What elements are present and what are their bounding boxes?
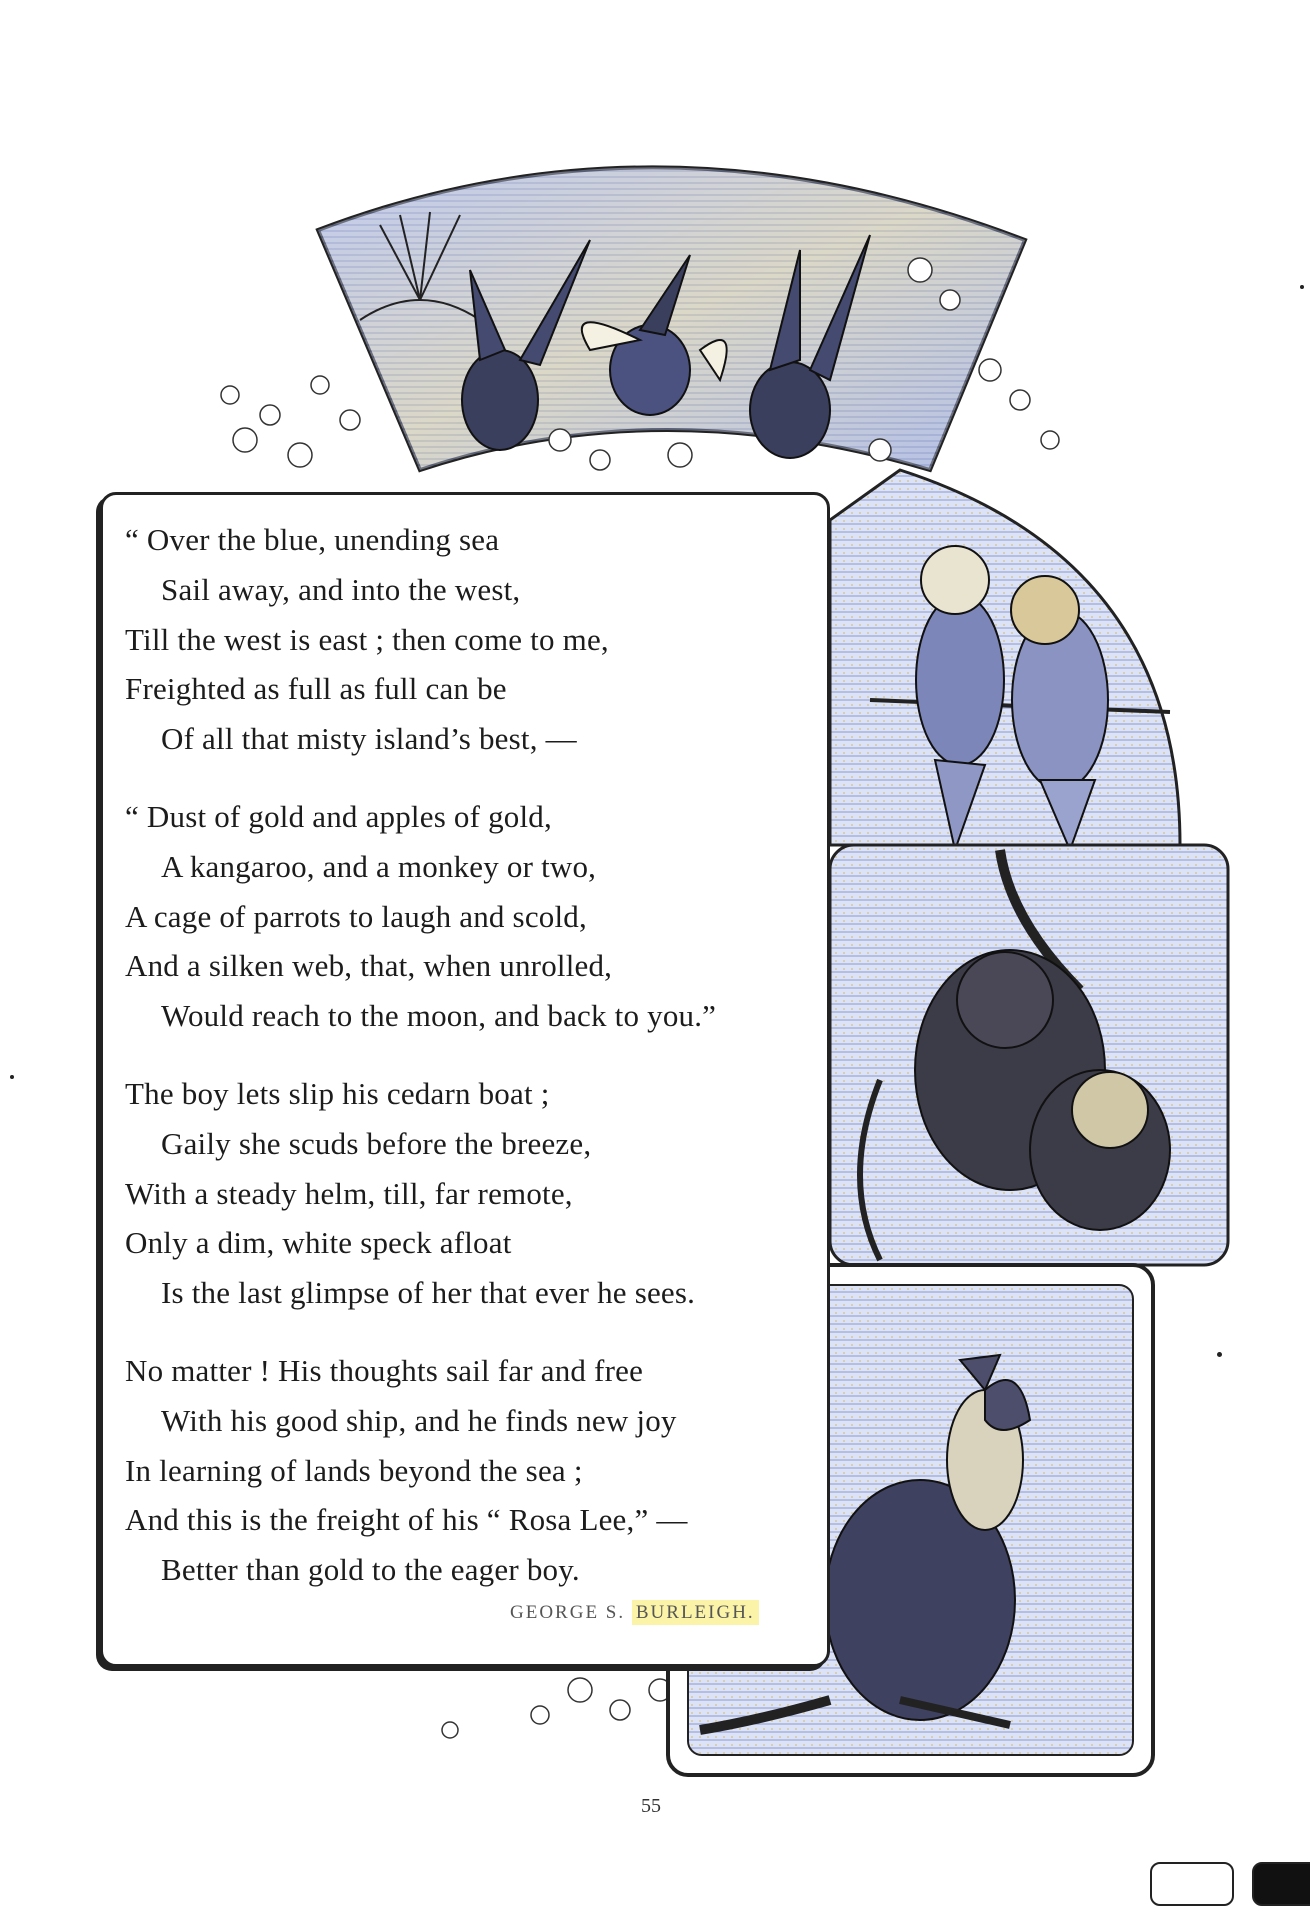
- poem-line: A cage of parrots to laugh and scold,: [125, 898, 587, 934]
- poem-line: Of all that misty island’s best, —: [161, 721, 577, 757]
- poem-line: In learning of lands beyond the sea ;: [125, 1452, 583, 1488]
- poem-stanza: [125, 1069, 825, 1318]
- poem-line: Would reach to the moon, and back to you.”: [161, 998, 717, 1034]
- monkeys-illustration: [830, 845, 1228, 1265]
- poem-line: A kangaroo, and a monkey or two,: [161, 848, 597, 884]
- poem-text: [125, 515, 825, 1623]
- viewer-button-dark[interactable]: [1252, 1862, 1310, 1906]
- poem-line: And a silken web, that, when unrolled,: [125, 948, 613, 984]
- poem-stanza: [125, 792, 825, 1041]
- author-credit: [510, 1602, 759, 1624]
- poem-line: Till the west is east ; then come to me,: [125, 621, 609, 657]
- poem-line: “ Over the blue, unending sea: [125, 522, 500, 557]
- poem-line: Gaily she scuds before the breeze,: [161, 1125, 592, 1161]
- poem-line: With a steady helm, till, far remote,: [125, 1175, 573, 1211]
- poem-stanza: [125, 515, 825, 764]
- page-number: 55: [641, 1795, 661, 1817]
- parrots-illustration: [830, 470, 1180, 850]
- poem-line: Freighted as full as full can be: [125, 671, 507, 707]
- print-speck: [1300, 285, 1304, 289]
- swallows-fan-illustration: [318, 167, 1025, 470]
- print-speck: [1217, 1352, 1222, 1357]
- print-speck: [10, 1075, 14, 1079]
- viewer-button[interactable]: [1150, 1862, 1234, 1906]
- poem-line: Better than gold to the eager boy.: [161, 1552, 580, 1588]
- poem-line: “ Dust of gold and apples of gold,: [125, 798, 552, 834]
- poem-line: With his good ship, and he finds new joy: [161, 1402, 677, 1438]
- author-name-plain: GEORGE S.: [510, 1602, 626, 1623]
- author-name-highlighted: BURLEIGH.: [632, 1600, 759, 1625]
- poem-line: And this is the freight of his “ Rosa Lee,” —: [125, 1502, 688, 1538]
- poem-line: Only a dim, white speck afloat: [125, 1225, 512, 1261]
- poem-line: Sail away, and into the west,: [161, 571, 521, 607]
- poem-line: No matter ! His thoughts sail far and free: [125, 1352, 644, 1388]
- poem-line: The boy lets slip his cedarn boat ;: [125, 1075, 550, 1111]
- poem-stanza: [125, 1346, 825, 1595]
- poem-line: Is the last glimpse of her that ever he sees.: [161, 1275, 696, 1311]
